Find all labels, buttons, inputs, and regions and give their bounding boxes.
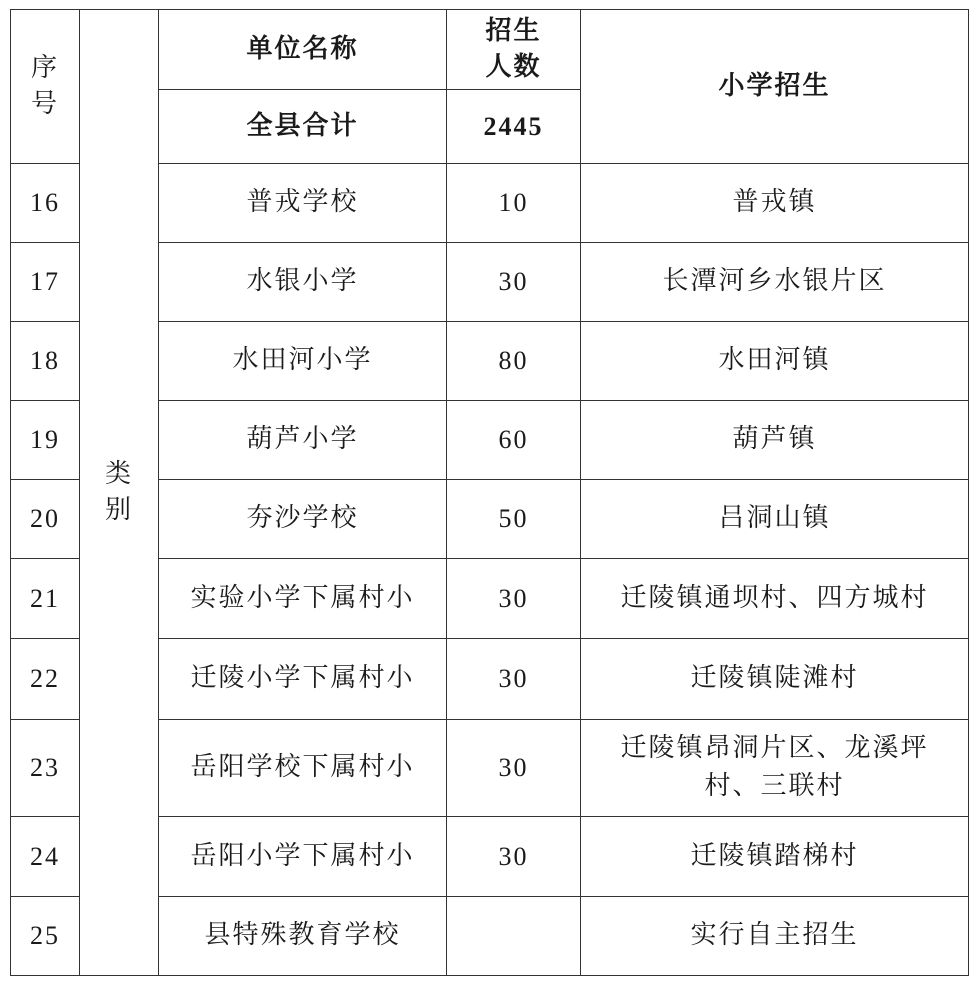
row-count: 30 [447,559,581,639]
row-area: 实行自主招生 [581,897,969,976]
row-unit: 岳阳学校下属村小 [159,720,447,817]
row-count: 30 [447,817,581,897]
row-unit: 水银小学 [159,243,447,322]
row-count: 30 [447,720,581,817]
row-unit: 县特殊教育学校 [159,897,447,976]
row-seq: 17 [11,243,80,322]
row-unit: 水田河小学 [159,322,447,401]
row-count: 60 [447,401,581,480]
row-seq: 24 [11,817,80,897]
row-seq: 21 [11,559,80,639]
row-unit: 迁陵小学下属村小 [159,639,447,720]
row-seq: 19 [11,401,80,480]
row-unit: 岳阳小学下属村小 [159,817,447,897]
row-seq: 25 [11,897,80,976]
row-area: 普戎镇 [581,164,969,243]
row-count: 50 [447,480,581,559]
unit-name-header: 单位名称 [159,10,447,90]
row-count: 30 [447,639,581,720]
count-header-line-2: 人数 [485,51,542,82]
row-count: 30 [447,243,581,322]
row-unit: 普戎学校 [159,164,447,243]
row-area [581,720,969,817]
row-seq: 20 [11,480,80,559]
row-unit: 夯沙学校 [159,480,447,559]
enrollment-table [10,9,969,976]
row-area-line-1: 迁陵镇昂洞片区、龙溪坪 [620,733,929,764]
row-count: 80 [447,322,581,401]
category-cell [80,10,159,976]
row-seq: 22 [11,639,80,720]
row-unit: 实验小学下属村小 [159,559,447,639]
category-char-2: 别 [104,494,133,525]
row-seq: 23 [11,720,80,817]
row-count: 10 [447,164,581,243]
row-count [447,897,581,976]
row-unit: 葫芦小学 [159,401,447,480]
row-area: 葫芦镇 [581,401,969,480]
row-area: 吕洞山镇 [581,480,969,559]
header-row [11,10,969,90]
row-area: 水田河镇 [581,322,969,401]
row-seq: 18 [11,322,80,401]
row-area: 长潭河乡水银片区 [581,243,969,322]
category-char-1: 类 [104,459,133,490]
seq-header-char-1: 序 [30,53,59,84]
seq-header [11,10,80,164]
count-header-line-1: 招生 [485,16,542,47]
row-area-line-2: 村、三联村 [704,771,845,801]
row-area: 迁陵镇陡滩村 [581,639,969,720]
total-value: 2445 [447,90,581,164]
count-header [447,10,581,90]
seq-header-char-2: 号 [30,88,59,119]
row-seq: 16 [11,164,80,243]
area-header: 小学招生 [581,10,969,164]
row-area: 迁陵镇踏梯村 [581,817,969,897]
row-area: 迁陵镇通坝村、四方城村 [581,559,969,639]
total-label: 全县合计 [159,90,447,164]
